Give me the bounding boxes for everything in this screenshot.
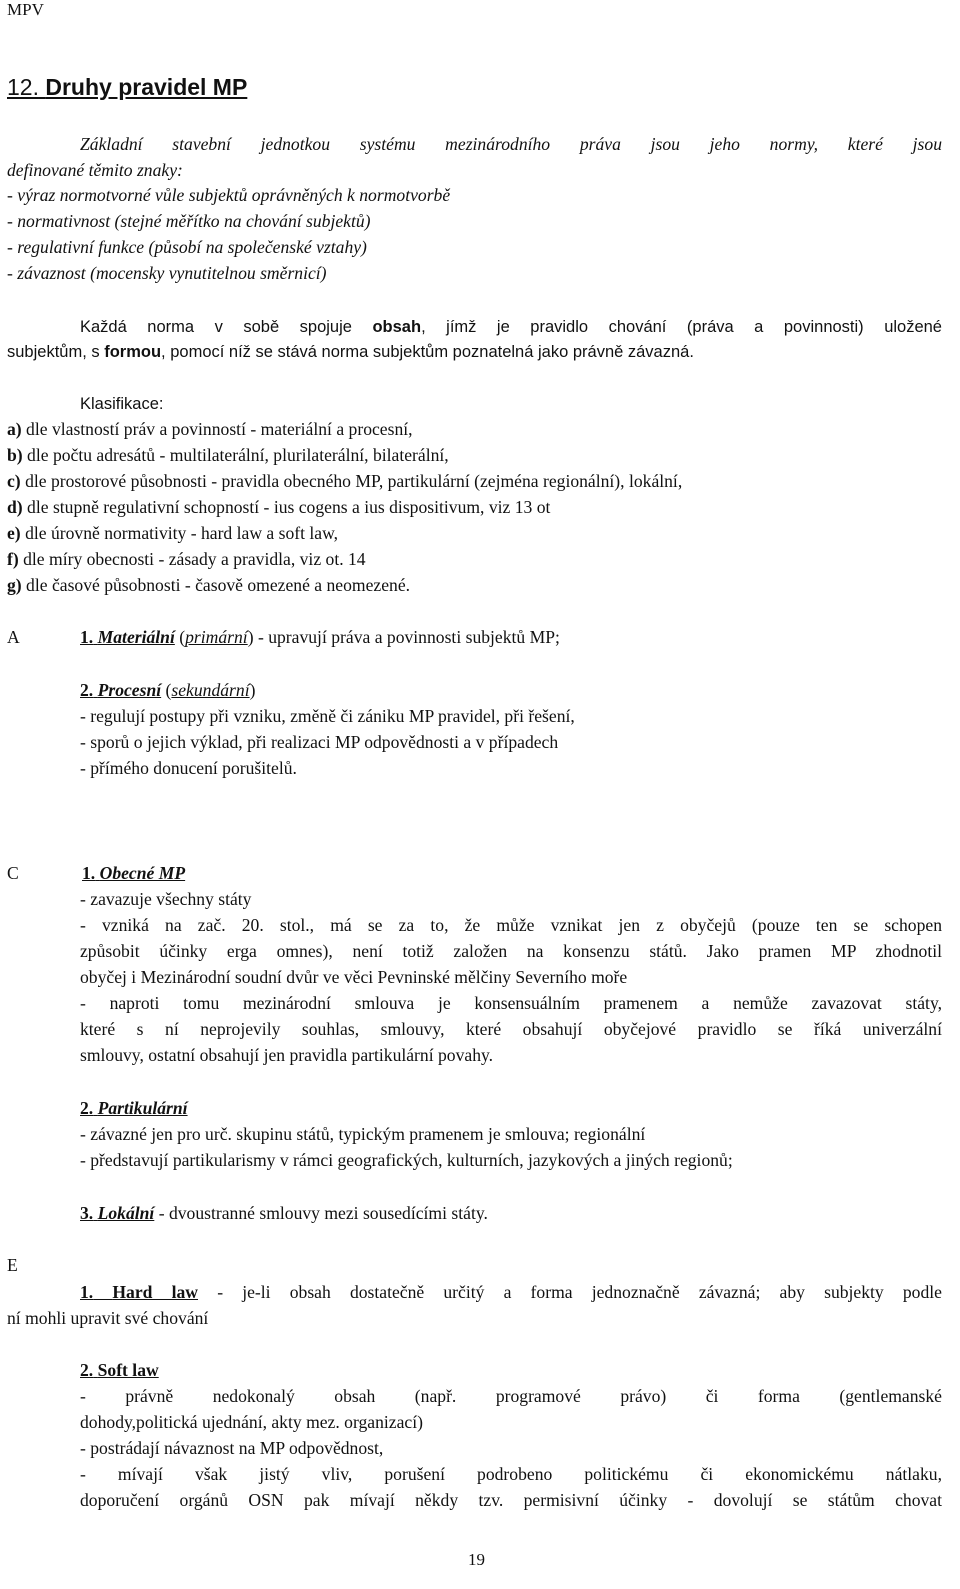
section-c-item-2-line: - závazné jen pro urč. skupinu států, typickým pramenem je smlouva; regionální [80, 1124, 646, 1144]
classification-item: c) dle prostorové působnosti - pravidla obecného MP, partikulární (zejména regionální), lokální, [7, 471, 683, 491]
section-e-item-1-line: ní mohli upravit své chování [7, 1308, 209, 1328]
classification-item: f) dle míry obecnosti - zásady a pravidla, viz ot. 14 [7, 549, 366, 569]
keyword-obsah: obsah [372, 318, 422, 336]
section-c-item-1-line: obyčej i Mezinárodní soudní dvůr ve věci Pevninské mělčiny Severního moře [80, 967, 628, 987]
intro-line-2: definované těmito znaky: [7, 160, 183, 180]
keyword-formou: formou [104, 343, 162, 361]
section-marker-a: A [7, 627, 20, 647]
section-marker-e: E [7, 1255, 18, 1275]
classification-item: d) dle stupně regulativní schopností - ius cogens a ius dispositivum, viz 13 ot [7, 497, 551, 517]
running-header: MPV [7, 0, 44, 19]
section-c-item-1-line: - naproti tomu mezinárodní smlouva je konsensuálním pramenem a nemůže zavazovat státy, [80, 993, 942, 1013]
classification-item: g) dle časové působnosti - časově omezené a neomezené. [7, 575, 411, 595]
section-c-item-1-line: smlouvy, ostatní obsahují jen pravidla partikulární povahy. [80, 1045, 494, 1065]
classification-item: a) dle vlastností práv a povinností - materiální a procesní, [7, 419, 413, 439]
intro-bullet: - normativnost (stejné měřítko na chování subjektů) [7, 211, 371, 231]
section-c-item-3: 3. Lokální - dvoustranné smlouvy mezi sousedícími státy. [80, 1203, 488, 1223]
title-text: Druhy pravidel MP [45, 74, 248, 100]
section-e-item-2-line: - postrádají návaznost na MP odpovědnost, [80, 1438, 384, 1458]
section-a-item-2-line: - regulují postupy při vzniku, změně či zániku MP pravidel, při řešení, [80, 706, 575, 726]
section-e-item-2-line: - mívají však jistý vliv, porušení podrobeno politickému či ekonomickému nátlaku, [80, 1464, 942, 1484]
section-e-item-2-line: doporučení orgánů OSN pak mívají někdy tzv. permisivní účinky - dovolují se státům chovat [80, 1490, 942, 1510]
section-c-item-1: 1. Obecné MP [82, 863, 186, 883]
section-e-item-2: 2. Soft law [80, 1360, 159, 1380]
section-a-item-1: 1. Materiální (primární) - upravují práva a povinnosti subjektů MP; [80, 627, 560, 647]
intro-bullet: - závaznost (mocensky vynutitelnou směrnicí) [7, 263, 327, 283]
section-marker-c: C [7, 863, 19, 883]
section-c-item-2-line: - představují partikularismy v rámci geografických, kulturních, jazykových a jiných regionů; [80, 1150, 733, 1170]
section-e-item-1: 1. Hard law - je-li obsah dostatečně určitý a forma jednoznačně závazná; aby subjekty podle [80, 1282, 942, 1302]
section-c-item-1-line: které s ní neprojevily souhlas, smlouvy, které obsahují obyčejové pravidlo se říká univerzální [80, 1019, 942, 1039]
norm-paragraph-line-2: subjektům, s formou, pomocí níž se stává norma subjektům poznatelná jako právně závazná. [7, 343, 694, 361]
norm-paragraph-line-1: Každá norma v sobě spojuje obsah, jímž je pravidlo chování (práva a povinnosti) uložené [80, 318, 942, 336]
classification-item: e) dle úrovně normativity - hard law a soft law, [7, 523, 339, 543]
intro-bullet: - regulativní funkce (působí na společenské vztahy) [7, 237, 367, 257]
section-c-item-2: 2. Partikulární [80, 1098, 188, 1118]
classification-item: b) dle počtu adresátů - multilaterální, plurilaterální, bilaterální, [7, 445, 449, 465]
title-number: 12. [7, 74, 39, 100]
section-a-item-2-line: - přímého donucení porušitelů. [80, 758, 297, 778]
section-a-item-2-line: - sporů o jejich výklad, při realizaci MP odpovědnosti a v případech [80, 732, 559, 752]
section-c-item-1-line: - zavazuje všechny státy [80, 889, 252, 909]
page-title [7, 74, 247, 101]
intro-line-1: Základní stavební jednotkou systému mezinárodního práva jsou jeho normy, které jsou [80, 134, 942, 154]
section-e-item-2-line: dohody,politická ujednání, akty mez. organizací) [80, 1412, 423, 1432]
section-a-item-2: 2. Procesní (sekundární) [80, 680, 256, 700]
intro-bullet: - výraz normotvorné vůle subjektů oprávněných k normotvorbě [7, 185, 451, 205]
section-c-item-1-line: způsobit účinky erga omnes), není totiž založen na konsenzu států. Jako pramen MP zhodnotil [80, 941, 942, 961]
classification-heading: Klasifikace: [80, 395, 164, 413]
section-c-item-1-line: - vzniká na zač. 20. stol., má se za to, že může vznikat jen z obyčejů (pouze ten se schopen [80, 915, 942, 935]
section-e-item-2-line: - právně nedokonalý obsah (např. programové právo) či forma (gentlemanské [80, 1386, 942, 1406]
page-number: 19 [468, 1550, 485, 1569]
